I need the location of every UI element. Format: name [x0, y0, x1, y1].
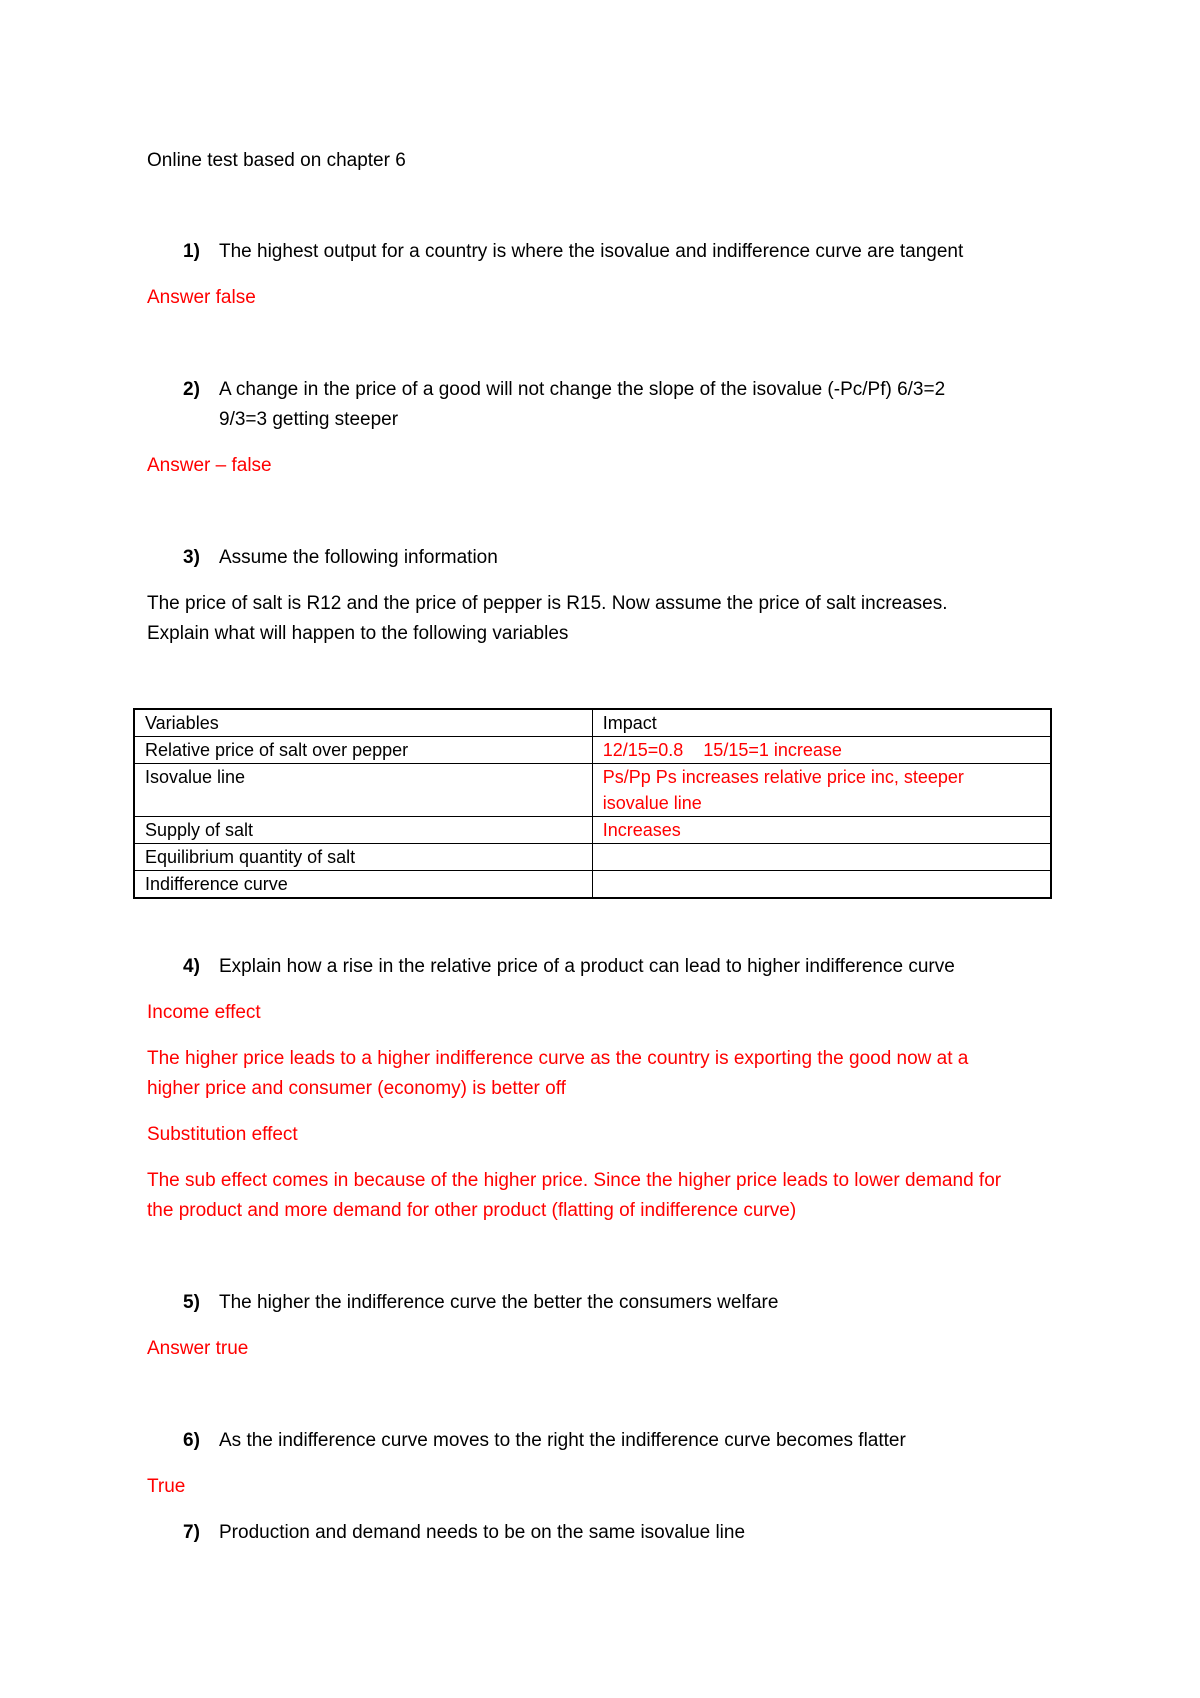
question-text: Production and demand needs to be on the same isovalue line [219, 1522, 746, 1543]
question-5 [0, 1291, 1200, 1315]
header-impact: Impact [592, 709, 1051, 737]
answer-5: Answer true [147, 1338, 249, 1359]
question-6 [0, 1429, 1200, 1453]
variable-cell: Isovalue line [134, 764, 592, 817]
question-7 [0, 1521, 1200, 1545]
variable-cell: Relative price of salt over pepper [134, 737, 592, 764]
question-number: 2) [183, 379, 200, 400]
question-text: The higher the indifference curve the better the consumers welfare [219, 1292, 779, 1313]
table-row [134, 764, 1051, 817]
variable-cell: Supply of salt [134, 817, 592, 844]
impact-cell: Increases [592, 817, 1051, 844]
variable-cell: Indifference curve [134, 871, 592, 899]
substitution-effect-heading: Substitution effect [147, 1124, 298, 1145]
impact-cell [592, 844, 1051, 871]
answer-1: Answer false [147, 287, 256, 308]
question-text: Assume the following information [219, 547, 498, 568]
document-title: Online test based on chapter 6 [147, 150, 406, 171]
answer-2: Answer – false [147, 455, 272, 476]
table-row [134, 844, 1051, 871]
variables-table [133, 708, 1052, 899]
impact-line: Ps/Pp Ps increases relative price inc, steeper [602, 767, 964, 787]
question-text: Explain how a rise in the relative price of a product can lead to higher indifference curve [219, 956, 955, 977]
question-text: As the indifference curve moves to the right the indifference curve becomes flatter [219, 1430, 906, 1451]
impact-cell: 12/15=0.8 15/15=1 increase [592, 737, 1051, 764]
impact-line: isovalue line [602, 793, 702, 813]
question-number: 3) [183, 547, 200, 568]
question-number: 6) [183, 1430, 200, 1451]
question-text: A change in the price of a good will not change the slope of the isovalue (-Pc/Pf) 6/3=2 [219, 379, 946, 400]
question-3-info-line1: The price of salt is R12 and the price of pepper is R15. Now assume the price of salt increases. [147, 593, 948, 614]
table-header-row [134, 709, 1051, 737]
question-number: 7) [183, 1522, 200, 1543]
income-effect-line2: higher price and consumer (economy) is better off [147, 1078, 566, 1099]
substitution-effect-line2: the product and more demand for other product (flatting of indifference curve) [147, 1200, 797, 1221]
question-3-info-line2: Explain what will happen to the following variables [147, 623, 569, 644]
table-row [134, 737, 1051, 764]
question-text: The highest output for a country is where the isovalue and indifference curve are tangent [219, 241, 964, 262]
table-row [134, 817, 1051, 844]
impact-cell [592, 871, 1051, 899]
question-number: 1) [183, 241, 200, 262]
question-number: 5) [183, 1292, 200, 1313]
substitution-effect-line1: The sub effect comes in because of the higher price. Since the higher price leads to lower demand for [147, 1170, 1002, 1191]
answer-6: True [147, 1476, 186, 1497]
question-2-continuation: 9/3=3 getting steeper [219, 409, 399, 430]
question-number: 4) [183, 956, 200, 977]
impact-cell [592, 764, 1051, 817]
table-row [134, 871, 1051, 899]
question-3 [0, 546, 1200, 570]
question-2 [0, 378, 1200, 402]
question-4 [0, 955, 1200, 979]
income-effect-line1: The higher price leads to a higher indifference curve as the country is exporting the good now at a [147, 1048, 969, 1069]
variable-cell: Equilibrium quantity of salt [134, 844, 592, 871]
header-variables: Variables [134, 709, 592, 737]
income-effect-heading: Income effect [147, 1002, 261, 1023]
question-1 [0, 240, 1200, 264]
